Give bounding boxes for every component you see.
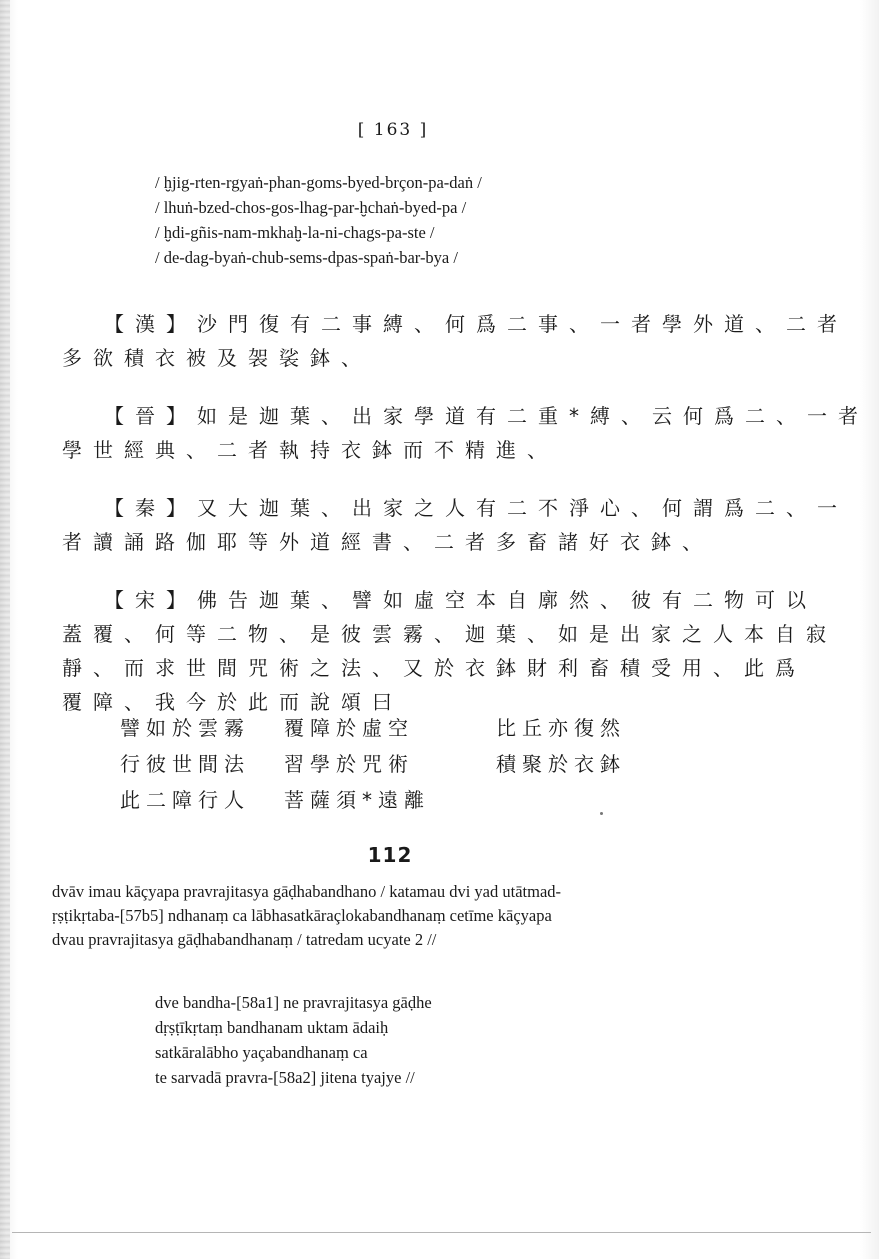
verse-cell: 積聚於衣鉢 bbox=[496, 751, 626, 776]
tibetan-line: / ḫjig-rten-rgyaṅ-phan-goms-byed-brçon-pa-daṅ / bbox=[155, 173, 482, 192]
verse-cell: 菩薩須*遠離 bbox=[284, 787, 430, 812]
chinese-paragraph-qin bbox=[62, 491, 848, 559]
verse-cell: 行彼世間法 bbox=[120, 751, 250, 776]
scan-edge-shadow bbox=[0, 0, 10, 1259]
tibetan-line: / de-dag-byaṅ-chub-sems-dpas-spaṅ-bar-bya / bbox=[155, 248, 458, 267]
chinese-line: 【漢】沙門復有二事縛、何爲二事、一者學外道、二者 bbox=[104, 312, 848, 336]
sanskrit-verse-line: satkāralābho yaçabandhanaṃ ca bbox=[155, 1043, 368, 1062]
chinese-line: 多欲積衣被及袈裟鉢、 bbox=[62, 346, 372, 370]
sanskrit-verse-line: dṛṣṭīkṛtaṃ bandhanam uktam ādaiḥ bbox=[155, 1018, 389, 1037]
verse-cell: 習學於咒術 bbox=[284, 751, 414, 776]
verse-cell: 譬如於雲霧 bbox=[120, 715, 250, 740]
sanskrit-verse-line: te sarvadā pravra-[58a2] jitena tyajye // bbox=[155, 1068, 415, 1087]
page-number: [ 163 ] bbox=[357, 120, 429, 140]
section-number: 112 bbox=[367, 843, 413, 867]
chinese-line: 者讀誦路伽耶等外道經書、二者多畜諸好衣鉢、 bbox=[62, 530, 713, 554]
chinese-verse-table bbox=[120, 708, 720, 816]
chinese-line: 覆障、我今於此而說頌曰 bbox=[62, 690, 403, 714]
chinese-line: 【晉】如是迦葉、出家學道有二重*縛、云何爲二、一者 bbox=[104, 404, 869, 428]
sanskrit-verse-block bbox=[155, 990, 715, 1090]
verse-row bbox=[120, 780, 720, 816]
sanskrit-verse-line: dve bandha-[58a1] ne pravrajitasya gāḍhe bbox=[155, 993, 432, 1012]
chinese-line: 【宋】佛告迦葉、譬如虛空本自廓然、彼有二物可以 bbox=[104, 588, 817, 612]
chinese-translations-block bbox=[62, 307, 869, 743]
tibetan-line: / lhuṅ-bzed-chos-gos-lhag-par-ḫchaṅ-byed-pa / bbox=[155, 198, 467, 217]
chinese-paragraph-jin bbox=[62, 399, 869, 467]
chinese-paragraph-han bbox=[62, 307, 848, 375]
print-speck bbox=[600, 812, 603, 815]
chinese-line: 靜、而求世間咒術之法、又於衣鉢財利畜積受用、此爲 bbox=[62, 656, 806, 680]
verse-row bbox=[120, 708, 720, 744]
chinese-paragraph-song bbox=[62, 583, 842, 719]
bottom-rule bbox=[12, 1232, 871, 1233]
verse-cell: 比丘亦復然 bbox=[496, 715, 626, 740]
verse-row bbox=[120, 744, 720, 780]
sanskrit-line: dvau pravrajitasya gāḍhabandhanaṃ / tatredam ucyate 2 // bbox=[52, 930, 437, 949]
verse-cell: 覆障於虛空 bbox=[284, 715, 414, 740]
chinese-line: 學世經典、二者執持衣鉢而不精進、 bbox=[62, 438, 558, 462]
sanskrit-line: ṛṣṭikṛtaba-[57b5] ndhanaṃ ca lābhasatkāraçlokabandhanaṃ cetīme kāçyapa bbox=[52, 906, 552, 925]
verse-cell: 此二障行人 bbox=[120, 787, 250, 812]
tibetan-line: / ḫdi-gñis-nam-mkhaḫ-la-ni-chags-pa-ste / bbox=[155, 223, 435, 242]
chinese-line: 蓋覆、何等二物、是彼雲霧、迦葉、如是出家之人本自寂 bbox=[62, 622, 837, 646]
tibetan-verse-block bbox=[155, 170, 615, 270]
sanskrit-line: dvāv imau kāçyapa pravrajitasya gāḍhabandhano / katamau dvi yad utātmad- bbox=[52, 882, 562, 901]
chinese-line: 【秦】又大迦葉、出家之人有二不淨心、何謂爲二、一 bbox=[104, 496, 848, 520]
sanskrit-prose-block bbox=[52, 880, 842, 952]
